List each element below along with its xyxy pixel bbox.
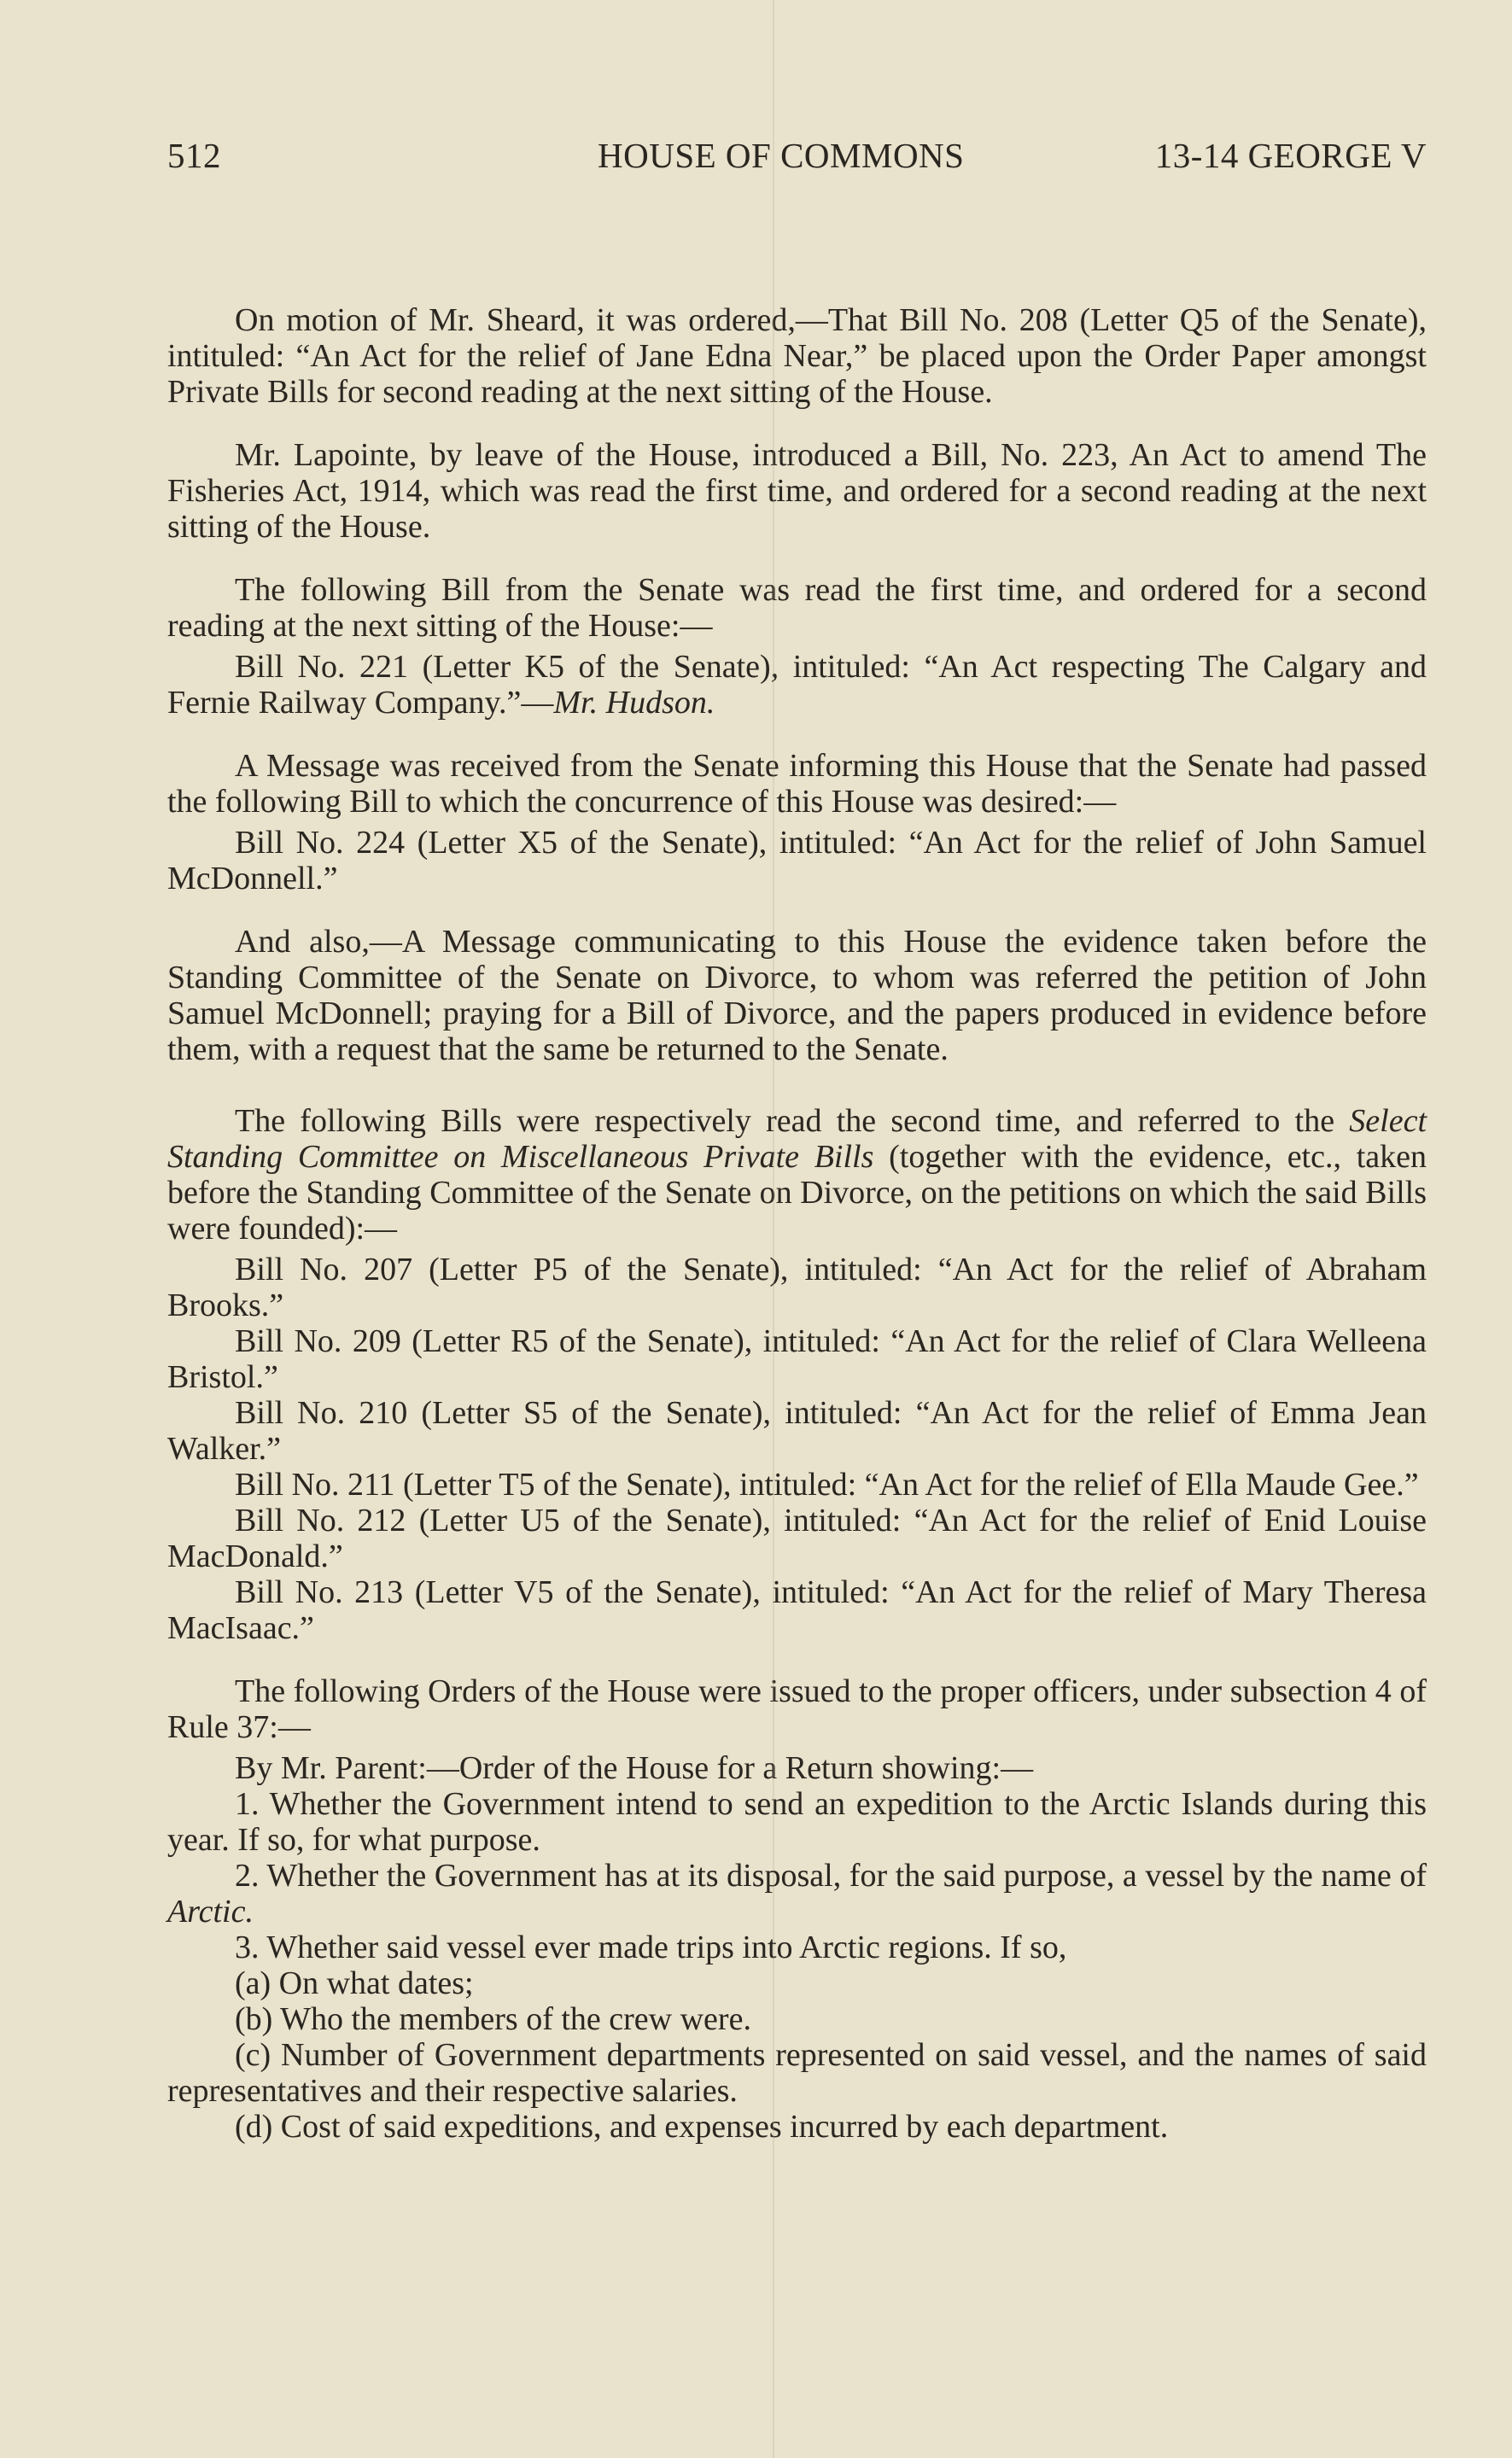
header-title: HOUSE OF COMMONS [598, 136, 965, 175]
question-item: 1. Whether the Government intend to send an expedition to the Arctic Islands during this year. If so, for what purpose. [167, 1786, 1427, 1858]
vessel-name: Arctic. [167, 1894, 254, 1930]
bill-item: Bill No. 211 (Letter T5 of the Senate), intituled: “An Act for the relief of Ella Maude Gee.” [235, 1467, 1419, 1503]
page-fold [773, 0, 774, 2458]
paragraph-bill-224: Bill No. 224 (Letter X5 of the Senate), intituled: “An Act for the relief of John Samuel McDonnell.” [167, 825, 1427, 896]
referred-text-a: The following Bills were respectively read the second time, and referred to the [235, 1103, 1350, 1139]
paragraph-bill-221 [167, 649, 1427, 721]
running-header [167, 126, 1427, 186]
bill-221-text: Bill No. 221 (Letter K5 of the Senate), intituled: “An Act respecting The Calgary and Fernie Railway Company.”— [167, 649, 1427, 721]
paragraph-parent-order: By Mr. Parent:—Order of the House for a Return showing:— [235, 1750, 1034, 1786]
question-item [167, 1858, 1427, 1930]
question-2-text: 2. Whether the Government has at its disposal, for the said purpose, a vessel by the name of [235, 1858, 1427, 1894]
paragraph-senate-bill-read: The following Bill from the Senate was read the first time, and ordered for a second reading at the next sitting of the House:— [167, 572, 1427, 644]
paragraph-senate-message: A Message was received from the Senate informing this House that the Senate had passed the following Bill to which the concurrence of this House was desired:— [167, 748, 1427, 820]
header-reign: 13-14 GEORGE V [1154, 136, 1427, 175]
bill-item: Bill No. 209 (Letter R5 of the Senate), intituled: “An Act for the relief of Clara Welleena Bristol.” [167, 1323, 1427, 1395]
referred-text-b: (together with the evidence, etc., taken before the Standing Committee of the Senate on Divorce, on the petitions on which the said Bills were founded):— [167, 1139, 1427, 1247]
paragraph-lapointe-bill: Mr. Lapointe, by leave of the House, introduced a Bill, No. 223, An Act to amend The Fisheries Act, 1914, which was read the first time, and ordered for a second reading at the next sitting of the House. [167, 437, 1427, 545]
bill-item: Bill No. 213 (Letter V5 of the Senate), intituled: “An Act for the relief of Mary Theresa MacIsaac.” [167, 1574, 1427, 1646]
sub-question-item: (b) Who the members of the crew were. [235, 2001, 751, 2037]
bill-item: Bill No. 210 (Letter S5 of the Senate), intituled: “An Act for the relief of Emma Jean Walker.” [167, 1395, 1427, 1467]
question-item: 3. Whether said vessel ever made trips into Arctic regions. If so, [235, 1930, 1067, 1965]
paragraph-evidence-message: And also,—A Message communicating to this House the evidence taken before the Standing Committee of the Senate on Divorce, to whom was referred the petition of John Samuel McDonnell; praying for a Bill of Divorce, and the papers produced in evidence before them, with a request that the same be returned to the Senate. [167, 924, 1427, 1067]
paragraph-bills-referred [167, 1103, 1427, 1247]
sub-question-item: (d) Cost of said expeditions, and expenses incurred by each department. [235, 2109, 1169, 2145]
bill-item: Bill No. 212 (Letter U5 of the Senate), intituled: “An Act for the relief of Enid Louise MacDonald.” [167, 1503, 1427, 1574]
sub-question-item: (c) Number of Government departments represented on said vessel, and the names of said representatives and their respective salaries. [167, 2037, 1427, 2109]
bill-221-member: Mr. Hudson. [553, 685, 715, 721]
paragraph-orders-issued: The following Orders of the House were issued to the proper officers, under subsection 4 of Rule 37:— [167, 1673, 1427, 1745]
paragraph-sheard-motion: On motion of Mr. Sheard, it was ordered,—That Bill No. 208 (Letter Q5 of the Senate), intituled: “An Act for the relief of Jane Edna Near,” be placed upon the Order Paper amongst Private Bills for second reading at the next sitting of the House. [167, 302, 1427, 410]
document-body [167, 302, 1427, 2145]
page-number: 512 [167, 136, 221, 175]
sub-question-item: (a) On what dates; [235, 1965, 474, 2001]
bill-item: Bill No. 207 (Letter P5 of the Senate), intituled: “An Act for the relief of Abraham Brooks.” [167, 1252, 1427, 1323]
committee-name: Select Standing Committee on Miscellaneous Private Bills [167, 1103, 1427, 1175]
